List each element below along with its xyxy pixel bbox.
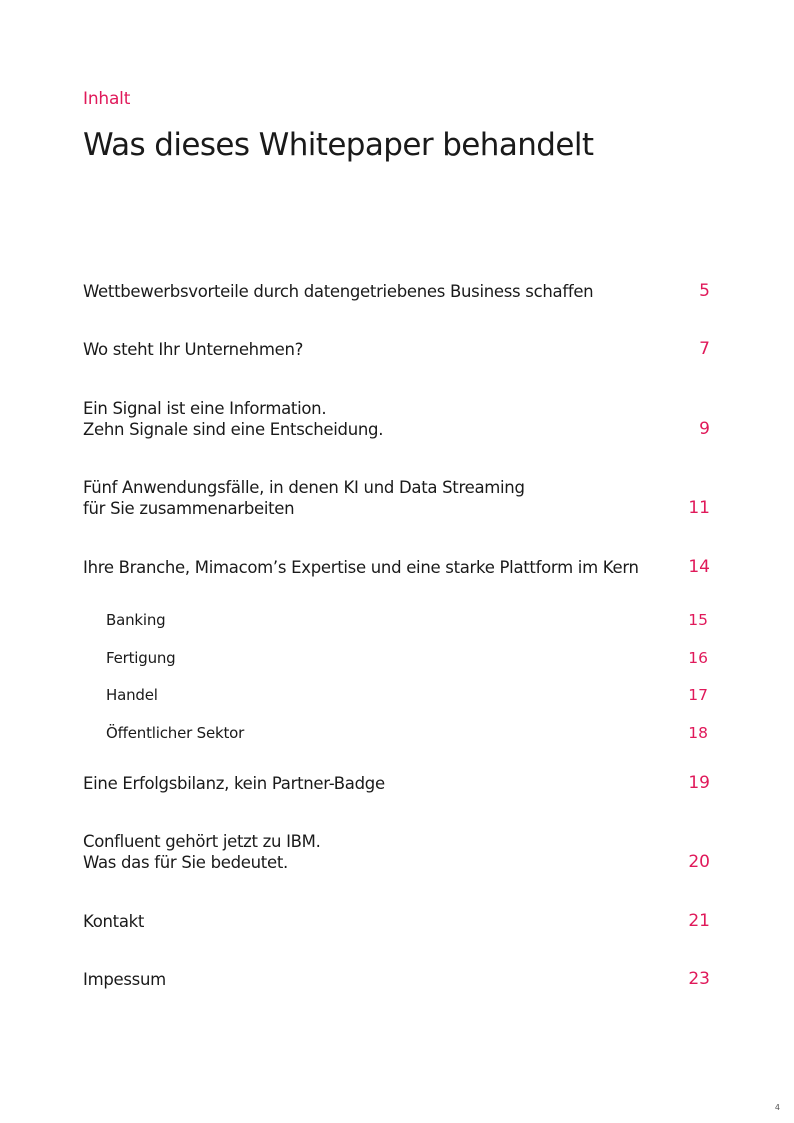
toc-entry-page: 16 <box>688 649 708 667</box>
toc-entry-page: 17 <box>688 686 708 704</box>
toc-subentry[interactable] <box>106 648 708 669</box>
toc-entry-title: Öffentlicher Sektor <box>106 724 245 742</box>
toc-entry-page: 14 <box>688 557 710 577</box>
toc-entry[interactable] <box>83 398 710 440</box>
toc-entry-title: Fünf Anwendungsfälle, in denen KI und Data Streaming für Sie zusammenarbeiten <box>83 478 525 518</box>
toc-entry-title: Impessum <box>83 970 166 989</box>
toc-subentry[interactable] <box>106 685 708 706</box>
toc-entry[interactable] <box>83 831 710 873</box>
toc-entry-page: 20 <box>688 852 710 872</box>
toc-entry-title: Confluent gehört jetzt zu IBM. Was das für Sie bedeutet. <box>83 832 321 872</box>
page-title: Was dieses Whitepaper behandelt <box>83 127 594 163</box>
toc-entry-title: Fertigung <box>106 649 176 667</box>
toc-entry-title: Banking <box>106 611 166 629</box>
toc-entry-page: 11 <box>688 498 710 518</box>
toc-entry[interactable] <box>83 557 710 578</box>
toc-entry-title: Kontakt <box>83 912 145 931</box>
toc-entry-page: 15 <box>688 611 708 629</box>
toc-entry-page: 18 <box>688 724 708 742</box>
toc-entry-page: 23 <box>688 969 710 989</box>
toc-entry-page: 7 <box>699 339 710 359</box>
toc-entry[interactable] <box>83 339 710 360</box>
toc-entry-title: Ihre Branche, Mimacom’s Expertise und eine starke Plattform im Kern <box>83 558 639 577</box>
toc-entry-title: Wo steht Ihr Unternehmen? <box>83 340 304 359</box>
page-number: 4 <box>774 1103 780 1112</box>
toc-entry[interactable] <box>83 477 710 519</box>
toc-entry[interactable] <box>83 969 710 990</box>
toc-entry-title: Eine Erfolgsbilanz, kein Partner-Badge <box>83 774 385 793</box>
toc-entry[interactable] <box>83 911 710 932</box>
toc-entry-page: 21 <box>688 911 710 931</box>
toc-entry-page: 9 <box>699 419 710 439</box>
section-eyebrow: Inhalt <box>83 89 131 109</box>
toc-subentry[interactable] <box>106 723 708 744</box>
toc-entry[interactable] <box>83 281 710 302</box>
toc-entry[interactable] <box>83 773 710 794</box>
toc-entry-page: 5 <box>699 281 710 301</box>
toc-entry-page: 19 <box>688 773 710 793</box>
toc-entry-title: Ein Signal ist eine Information. Zehn Signale sind eine Entscheidung. <box>83 399 384 439</box>
toc-subentry[interactable] <box>106 610 708 631</box>
toc-entry-title: Wettbewerbsvorteile durch datengetriebenes Business schaffen <box>83 282 594 301</box>
toc-entry-title: Handel <box>106 686 158 704</box>
